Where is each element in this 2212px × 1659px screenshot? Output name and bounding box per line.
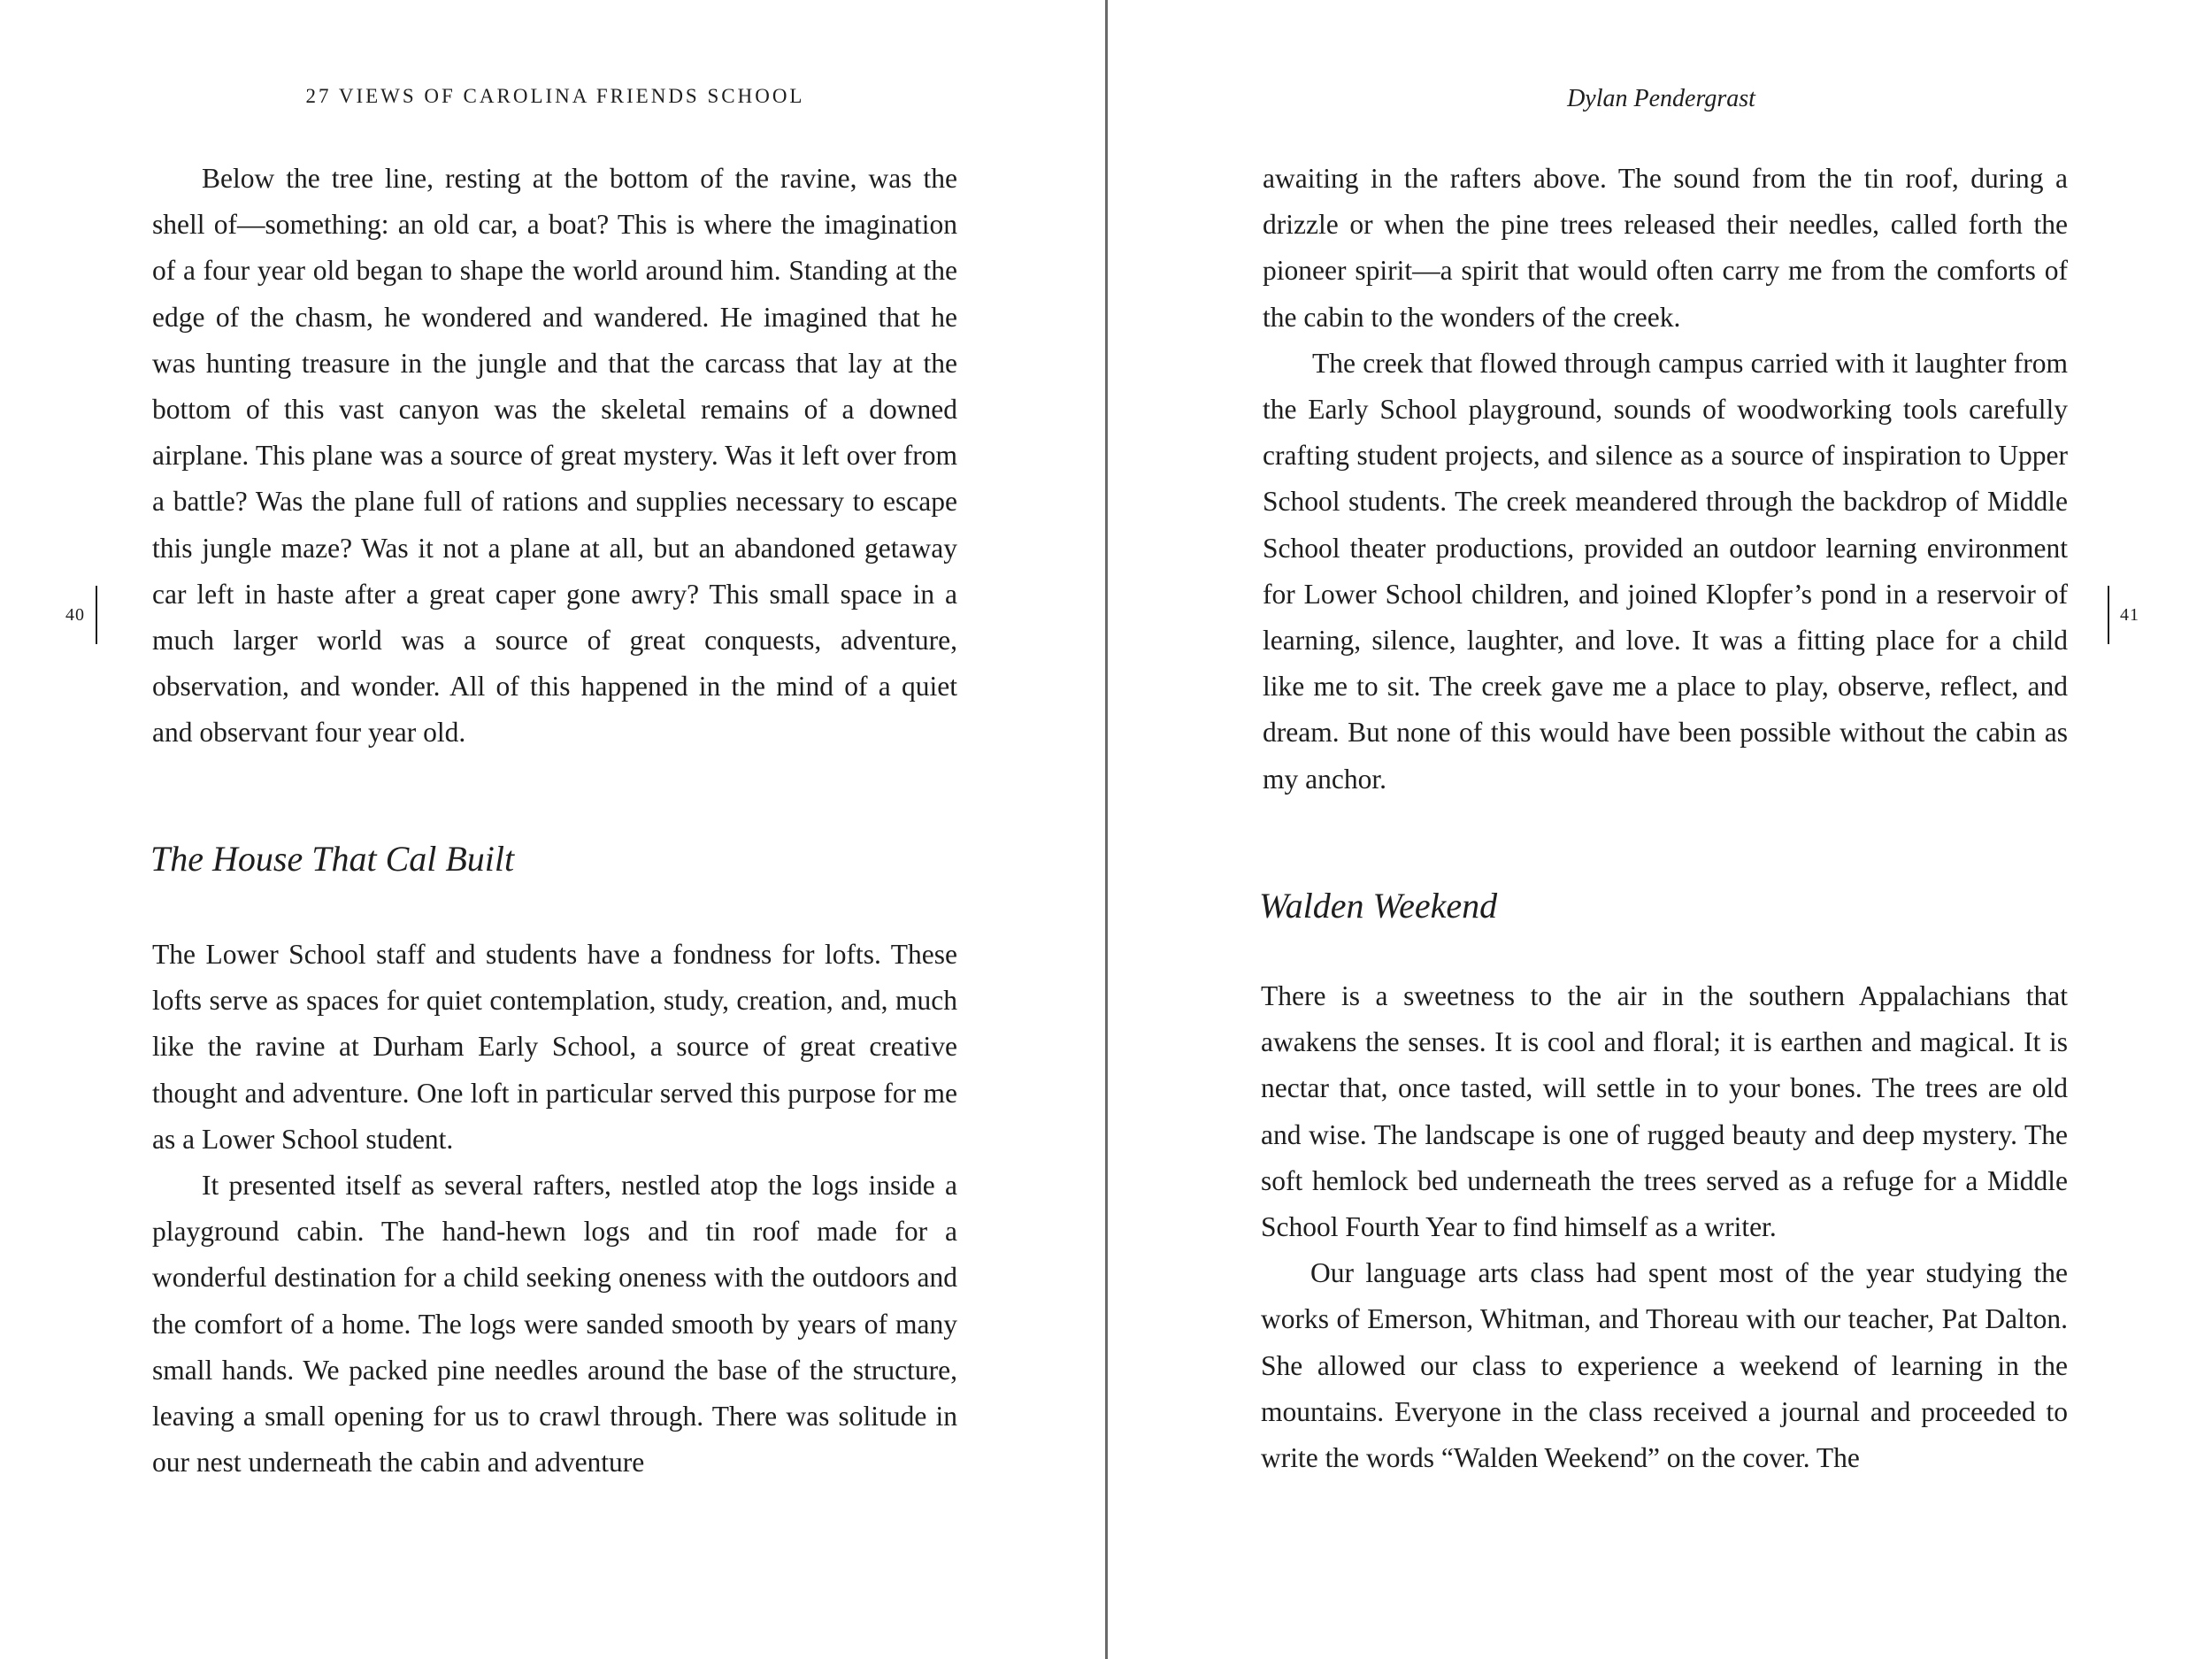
section-heading-house-that-cal-built: The House That Cal Built xyxy=(150,839,515,879)
paragraph: awaiting in the rafters above. The sound from the tin roof, during a drizzle or when the pine trees released their needles, called forth the pioneer spirit—a spirit that would often carry me from the comforts of the cabin to the wonders of the creek. xyxy=(1263,163,2068,333)
paragraph: Below the tree line, resting at the bottom of the ravine, was the shell of—something: an old car, a boat? This is where the imagination of a four year old began to shape the world around him. Standing at the edge of the chasm, he wondered and wandered. He imagined that he was hunting treasure in the jungle and that the carcass that lay at the bottom of this vast canyon was the skeletal remains of a downed airplane. This plane was a source of great mystery. Was it left over from a battle? Was the plane full of rations and supplies necessary to escape this jungle maze? Was it not a plane at all, but an abandoned getaway car left in haste after a great caper gone awry? This small space in a much larger world was a source of great conquests, adventure, observation, and wonder. All of this happened in the mind of a quiet and observant four year old. xyxy=(152,163,957,749)
paragraph: There is a sweetness to the air in the southern Appalachians that awakens the senses. It is cool and floral; it is earthen and magical. It is nectar that, once tasted, will settle in to your bones. The trees are old and wise. The landscape is one of rugged beauty and deep mystery. The soft hemlock bed underneath the trees served as a refuge for a Middle School Fourth Year to find himself as a writer. xyxy=(1261,980,2068,1243)
paragraph: The Lower School staff and students have a fondness for lofts. These lofts serve as spaces for quiet contemplation, study, creation, and, much like the ravine at Durham Early School, a source of great creative thought and adventure. One loft in particular served this purpose for me as a Lower School student. xyxy=(152,939,957,1155)
body-text-left-top xyxy=(152,156,957,757)
paragraph: It presented itself as several rafters, nestled atop the logs inside a playground cabin. The hand-hewn logs and tin roof made for a wonderful destination for a child seeking oneness with the outdoors and the comfort of a home. The logs were sanded smooth by years of many small hands. We packed pine needles around the base of the structure, leaving a small opening for us to crawl through. There was solitude in our nest underneath the cabin and adventure xyxy=(152,1170,957,1479)
section-heading-walden-weekend: Walden Weekend xyxy=(1259,886,1498,926)
paragraph: The creek that flowed through campus carried with it laughter from the Early School playground, sounds of woodworking tools carefully crafting student projects, and silence as a source of inspiration to Upper School students. The creek meandered through the backdrop of Middle School theater productions, provided an outdoor learning environment for Lower School children, and joined Klopfer’s pond in a reservoir of learning, silence, laughter, and love. It was a fitting place for a child like me to sit. The creek gave me a place to play, observe, reflect, and dream. But none of this would have been possible without the cabin as my anchor. xyxy=(1263,347,2068,795)
right-page xyxy=(1106,0,2212,1659)
body-text-right-section xyxy=(1261,973,2068,1481)
paragraph: Our language arts class had spent most of the year studying the works of Emerson, Whitman, and Thoreau with our teacher, Pat Dalton. She allowed our class to experience a weekend of learning in the mountains. Everyone in the class received a journal and proceeded to write the words “Walden Weekend” on the cover. The xyxy=(1261,1257,2068,1474)
running-head-author: Dylan Pendergrast xyxy=(1567,85,1755,112)
running-head-book-title: 27 VIEWS OF CAROLINA FRIENDS SCHOOL xyxy=(305,85,805,107)
body-text-left-section xyxy=(152,932,957,1486)
page-number-right: 41 xyxy=(2108,586,2139,644)
body-text-right-top xyxy=(1263,156,2068,803)
page-number-left: 40 xyxy=(65,586,97,644)
